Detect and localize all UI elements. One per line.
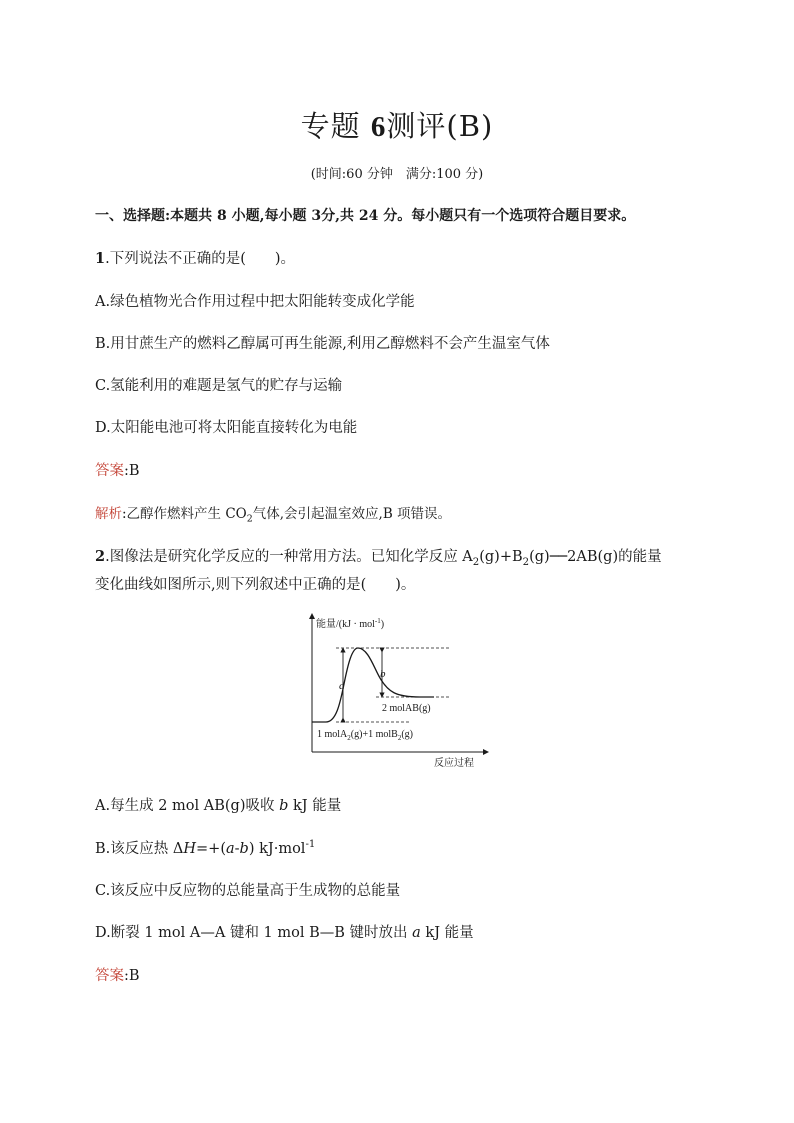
answer-value: :B <box>124 463 140 479</box>
label-b: b <box>380 668 386 680</box>
analysis-1 <box>95 502 451 525</box>
question-number: 2 <box>95 548 106 565</box>
option-b: B.用甘蔗生产的燃料乙醇属可再生能源,利用乙醇燃料不会产生温室气体 <box>95 336 550 352</box>
stem-text: (g)+B <box>479 549 523 565</box>
option-text: kJ 能量 <box>420 925 474 941</box>
option-text: kJ 能量 <box>288 798 342 814</box>
exam-info: (时间:60 分钟 满分:100 分) <box>310 167 484 182</box>
option-text: =+( <box>196 841 226 857</box>
stem-text: .图像法是研究化学反应的一种常用方法。已知化学反应 A <box>105 549 473 565</box>
product-label: 2 molAB(g) <box>382 703 431 714</box>
option-2-b <box>95 837 315 858</box>
variable: a <box>412 925 421 941</box>
option-text: A.每生成 2 mol AB(g)吸收 <box>95 798 280 814</box>
option-text: B.该反应热 Δ <box>95 841 184 857</box>
option-text: D.断裂 1 mol A—A 键和 1 mol B—B 键时放出 <box>95 925 413 941</box>
question-2-stem-line-1 <box>95 545 662 568</box>
analysis-text: :乙醇作燃料产生 CO <box>122 506 247 522</box>
question-2-stem-line-2: 变化曲线如图所示,则下列叙述中正确的是( )。 <box>95 577 416 593</box>
answer-label: 答案 <box>95 968 124 984</box>
title-number: 6 <box>370 111 387 143</box>
title-suffix: 测评(B) <box>386 109 494 143</box>
section-heading: 一、选择题:本题共 8 小题,每小题 3分,共 24 分。每小题只有一个选项符合题目要求。 <box>95 208 636 224</box>
variable: a <box>225 841 235 857</box>
label-a: a <box>339 680 345 692</box>
title-prefix: 专题 <box>300 109 361 143</box>
variable: b <box>279 798 289 814</box>
energy-diagram <box>300 612 500 772</box>
answer-label: 答案 <box>95 463 124 479</box>
option-2-d <box>95 921 474 942</box>
option-d: D.太阳能电池可将太阳能直接转化为电能 <box>95 420 358 436</box>
question-number: 1 <box>95 250 106 267</box>
subscript: 2 <box>472 556 480 568</box>
reactant-label: 1 molA$_2$(g)+1 molB$_2$(g) <box>317 729 413 742</box>
option-text: - <box>234 841 240 857</box>
question-1-stem <box>95 247 295 268</box>
question-text: .下列说法不正确的是( )。 <box>105 251 296 267</box>
option-text: ) kJ·mol <box>248 841 306 857</box>
variable: H <box>183 841 197 857</box>
analysis-text-end: 气体,会引起温室效应,B 项错误。 <box>252 506 452 522</box>
analysis-label: 解析 <box>95 506 122 522</box>
superscript: -1 <box>305 839 316 851</box>
x-axis-label: 反应过程 <box>434 758 474 769</box>
option-2-c: C.该反应中反应物的总能量高于生成物的总能量 <box>95 883 401 899</box>
stem-text: (g)──2AB(g)的能量 <box>529 549 662 565</box>
y-axis-label: 能量/(kJ · mol$^{-1}$) <box>316 617 385 630</box>
subscript: 2 <box>522 556 530 568</box>
option-2-a <box>95 794 341 815</box>
answer-2 <box>95 964 140 985</box>
variable: b <box>239 841 249 857</box>
option-c: C.氢能利用的难题是氢气的贮存与运输 <box>95 378 343 394</box>
answer-1 <box>95 459 140 480</box>
answer-value: :B <box>124 968 140 984</box>
page-title <box>0 104 794 145</box>
subscript: 2 <box>246 513 253 525</box>
option-a: A.绿色植物光合作用过程中把太阳能转变成化学能 <box>95 294 415 310</box>
